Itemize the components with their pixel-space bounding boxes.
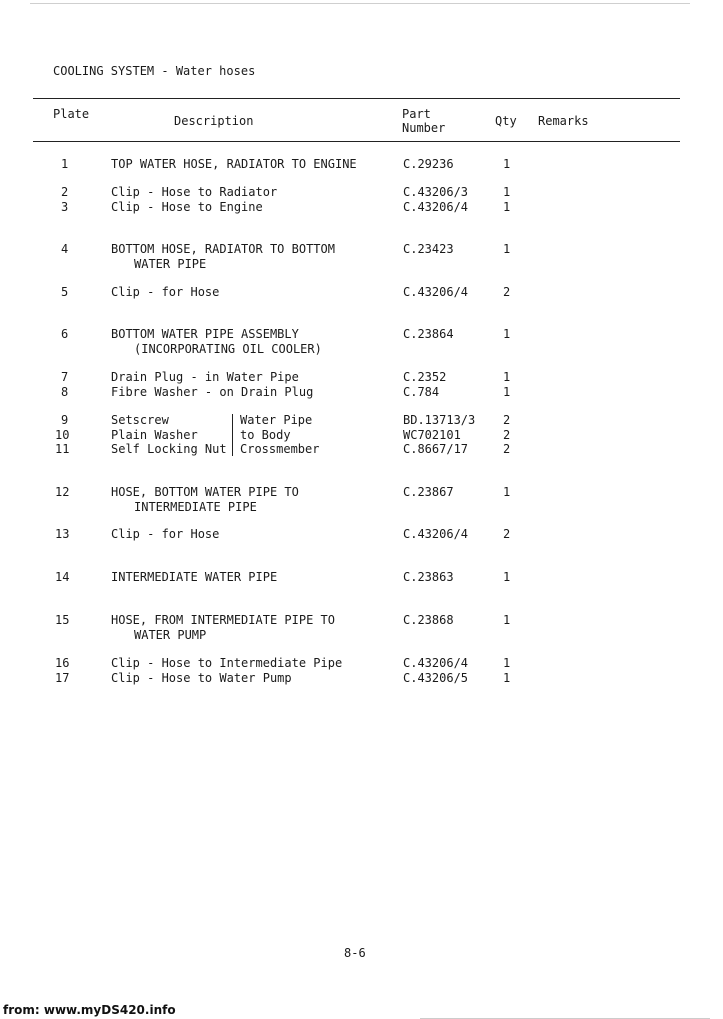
row-plate-number: 8 bbox=[61, 385, 69, 399]
bracket-divider-line bbox=[232, 414, 233, 456]
row-part-number: C.43206/3 bbox=[403, 185, 469, 199]
page-number: 8-6 bbox=[344, 946, 366, 960]
row-quantity: 2 bbox=[503, 413, 511, 427]
row-quantity: 1 bbox=[503, 613, 511, 627]
row-description: Self Locking Nut bbox=[111, 442, 227, 456]
row-part-number: C.23867 bbox=[403, 485, 454, 499]
row-part-number: C.23868 bbox=[403, 613, 454, 627]
row-bracket-note: Crossmember bbox=[240, 442, 320, 456]
row-description: HOSE, BOTTOM WATER PIPE TO bbox=[111, 485, 299, 499]
row-description-continued: INTERMEDIATE PIPE bbox=[134, 500, 257, 514]
row-description-continued: WATER PIPE bbox=[134, 257, 207, 271]
header-top-rule bbox=[33, 98, 680, 99]
row-quantity: 1 bbox=[503, 671, 511, 685]
row-description: Setscrew bbox=[111, 413, 169, 427]
row-part-number: C.43206/4 bbox=[403, 200, 469, 214]
row-part-number: C.23423 bbox=[403, 242, 454, 256]
row-part-number: C.23863 bbox=[403, 570, 454, 584]
header-remarks: Remarks bbox=[538, 114, 589, 128]
row-part-number: C.2352 bbox=[403, 370, 447, 384]
row-quantity: 1 bbox=[503, 200, 511, 214]
row-part-number: C.43206/4 bbox=[403, 285, 469, 299]
row-quantity: 1 bbox=[503, 157, 511, 171]
row-plate-number: 4 bbox=[61, 242, 69, 256]
row-quantity: 1 bbox=[503, 385, 511, 399]
row-plate-number: 1 bbox=[61, 157, 69, 171]
row-plate-number: 5 bbox=[61, 285, 69, 299]
row-quantity: 2 bbox=[503, 527, 511, 541]
row-description: Plain Washer bbox=[111, 428, 198, 442]
row-part-number: C.29236 bbox=[403, 157, 454, 171]
row-description: BOTTOM WATER PIPE ASSEMBLY bbox=[111, 327, 299, 341]
row-description: Fibre Washer - on Drain Plug bbox=[111, 385, 314, 399]
row-part-number: C.8667/17 bbox=[403, 442, 469, 456]
row-quantity: 1 bbox=[503, 242, 511, 256]
row-bracket-note: Water Pipe bbox=[240, 413, 313, 427]
row-quantity: 1 bbox=[503, 570, 511, 584]
row-description: HOSE, FROM INTERMEDIATE PIPE TO bbox=[111, 613, 335, 627]
row-part-number: C.784 bbox=[403, 385, 440, 399]
row-plate-number: 13 bbox=[55, 527, 70, 541]
row-part-number: BD.13713/3 bbox=[403, 413, 476, 427]
row-part-number: C.43206/5 bbox=[403, 671, 469, 685]
row-description-continued: WATER PUMP bbox=[134, 628, 207, 642]
header-bottom-rule bbox=[33, 141, 680, 142]
row-quantity: 2 bbox=[503, 285, 511, 299]
row-plate-number: 11 bbox=[55, 442, 70, 456]
row-plate-number: 2 bbox=[61, 185, 69, 199]
row-quantity: 2 bbox=[503, 428, 511, 442]
row-plate-number: 10 bbox=[55, 428, 70, 442]
header-part-number: Number bbox=[402, 121, 446, 135]
row-quantity: 1 bbox=[503, 185, 511, 199]
row-description: Clip - Hose to Intermediate Pipe bbox=[111, 656, 343, 670]
row-plate-number: 12 bbox=[55, 485, 70, 499]
row-description: Clip - Hose to Engine bbox=[111, 200, 263, 214]
row-description: Clip - Hose to Water Pump bbox=[111, 671, 292, 685]
row-plate-number: 7 bbox=[61, 370, 69, 384]
row-description: INTERMEDIATE WATER PIPE bbox=[111, 570, 278, 584]
source-footer: from: www.myDS420.info bbox=[3, 1003, 176, 1017]
row-description-continued: (INCORPORATING OIL COOLER) bbox=[134, 342, 322, 356]
row-part-number: C.43206/4 bbox=[403, 656, 469, 670]
row-plate-number: 15 bbox=[55, 613, 70, 627]
header-part: Part bbox=[402, 107, 431, 121]
row-description: Clip - for Hose bbox=[111, 285, 220, 299]
scan-top-edge bbox=[30, 3, 690, 4]
row-part-number: C.23864 bbox=[403, 327, 454, 341]
row-quantity: 1 bbox=[503, 656, 511, 670]
row-quantity: 1 bbox=[503, 327, 511, 341]
page-title: COOLING SYSTEM - Water hoses bbox=[53, 64, 256, 78]
row-description: Clip - for Hose bbox=[111, 527, 220, 541]
header-description: Description bbox=[174, 114, 254, 128]
header-plate: Plate bbox=[53, 107, 90, 121]
row-quantity: 1 bbox=[503, 485, 511, 499]
row-quantity: 1 bbox=[503, 370, 511, 384]
row-plate-number: 16 bbox=[55, 656, 70, 670]
row-plate-number: 6 bbox=[61, 327, 69, 341]
row-part-number: WC702101 bbox=[403, 428, 461, 442]
header-qty: Qty bbox=[495, 114, 517, 128]
row-quantity: 2 bbox=[503, 442, 511, 456]
row-description: Clip - Hose to Radiator bbox=[111, 185, 278, 199]
row-plate-number: 9 bbox=[61, 413, 69, 427]
row-plate-number: 14 bbox=[55, 570, 70, 584]
row-bracket-note: to Body bbox=[240, 428, 291, 442]
row-description: Drain Plug - in Water Pipe bbox=[111, 370, 299, 384]
row-plate-number: 17 bbox=[55, 671, 70, 685]
row-part-number: C.43206/4 bbox=[403, 527, 469, 541]
row-plate-number: 3 bbox=[61, 200, 69, 214]
row-description: TOP WATER HOSE, RADIATOR TO ENGINE bbox=[111, 157, 357, 171]
row-description: BOTTOM HOSE, RADIATOR TO BOTTOM bbox=[111, 242, 335, 256]
